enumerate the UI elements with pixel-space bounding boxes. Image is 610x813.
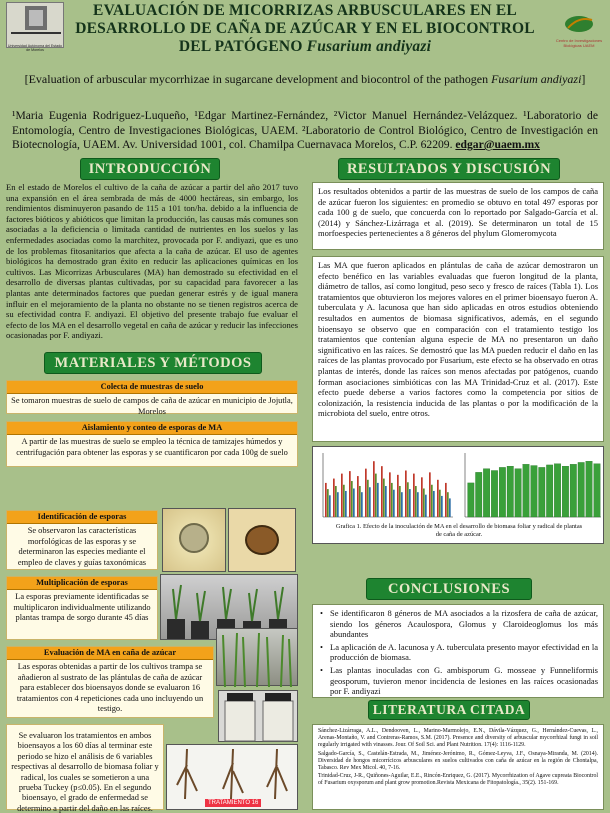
cib-leaf-icon xyxy=(554,14,604,34)
chart-bar xyxy=(499,467,505,517)
chart-bar xyxy=(562,466,568,517)
chart-bar xyxy=(375,474,377,517)
chart-bar xyxy=(578,462,584,517)
method-step-evaluation xyxy=(6,646,214,718)
method-step-title: Colecta de muestras de suelo xyxy=(7,381,297,394)
uaem-crest-icon xyxy=(7,3,65,39)
chart-bar xyxy=(365,469,367,517)
chart-bar xyxy=(433,491,435,517)
uaem-logo xyxy=(6,2,64,52)
chart-bar xyxy=(361,492,363,517)
title-line-2: DESARROLLO DE CAÑA DE AZÚCAR Y EN EL BIOCONTROL xyxy=(75,20,535,37)
chart-bar xyxy=(570,464,576,517)
chart-bar xyxy=(351,481,353,517)
poster-title xyxy=(60,2,550,56)
chart-bar xyxy=(399,486,401,517)
results-paragraph-1: Los resultados obtenidos a partir de las muestras de suelo de los campos de caña de azúcar fueron los siguientes: en promedio se obtuvo en total 497 esporas por cada 100 g de suelo, que concuerda con lo reportado por Salgado-García et al.(2014) y Sánchez-Lizárraga et al. (2019). Se determinaron un total de 15 morfoespecies pertenecientes a 8 géneros del phylum Glomeromycota xyxy=(312,182,604,250)
chart-bar xyxy=(327,489,329,517)
method-step-title: Aislamiento y conteo de esporas de MA xyxy=(7,422,297,435)
references-heading: LITERATURA CITADA xyxy=(368,700,530,720)
chart-bar xyxy=(437,480,439,517)
roots-icon xyxy=(167,745,299,801)
chart-bar xyxy=(383,479,385,517)
reference-item: Salgado-García, S., Castelán-Estrada, M., Jiménez-Jerónimo, R., Gómez-Leyva, J.F., Osnaya-Miranda, M. (2014). Diversidad de hongos micorrícicos arbusculares en suelos cultivados con caña de azúcar en la región de Chontalpa, Tabasco. Rev Mex Micol. 40, 7-16. xyxy=(318,750,598,771)
reference-item: Trinidad-Cruz, J-R., Quiñones-Aguilar, E.E., Rincón-Enriquez, G. (2017). Mycorrhization of Agave cupreata Biocontrol of Fusarium oxysporum and plant grow promotion.Revista Mexicana de Fitopatología., 35(2). 151-169. xyxy=(318,773,598,787)
spore-micrograph-photo-2 xyxy=(228,508,296,572)
chart-bar xyxy=(407,482,409,517)
chart-bar xyxy=(357,476,359,517)
chart-bar xyxy=(377,483,379,517)
title-line-3 xyxy=(60,38,550,56)
authors-text: ¹Maria Eugenia Rodriguez-Luqueño, ¹Edgar Martinez-Fernández, ²Victor Manuel Hernández-Velázquez. ¹Laboratorio de Entomología, Centro de Investigaciones Biológicas, UAEM. ²Laboratorio de Control Biológico, Centro de Investigación en Biotecnología, UAEM. Av. Universidad 1001, col. Chamilpa Cuernavaca Morelos, C.P. 62209. xyxy=(12,109,598,151)
chart-bar xyxy=(413,474,415,517)
chart-bar xyxy=(409,489,411,517)
chart-bar xyxy=(554,464,560,517)
english-title-text: [Evaluation of arbuscular mycorrhizae in sugarcane development and biocontrol of the pathogen xyxy=(24,72,489,86)
english-title-bracket: ] xyxy=(581,72,586,86)
chart-bar xyxy=(385,486,387,517)
spore-micrograph-photo xyxy=(162,508,226,572)
sugarcane-seedlings-photo xyxy=(216,628,298,686)
glass-jars-icon xyxy=(219,691,299,743)
chart-bar xyxy=(359,486,361,517)
chart-bar xyxy=(367,480,369,517)
chart-bar xyxy=(417,492,419,517)
biomass-chart-left xyxy=(315,449,455,523)
chart-bar xyxy=(389,472,391,517)
method-step-body: Las esporas obtenidas a partir de los cultivos trampa se añadieron al sustrato de las plántulas de caña de azúcar para establecer dos bioensayos donde se evaluaron 16 tratamientos con 4 repeticiones cada uno incluyendo un testigo. xyxy=(16,662,204,714)
chart-bar xyxy=(349,471,351,517)
chart-bar xyxy=(491,471,497,518)
chart-bar xyxy=(341,474,343,517)
method-step-body: A partir de las muestras de suelo se empleo la técnica de tamizajes húmedos y centrifugación para obtener las esporas y se cuantificaron por cada 100g de suelo xyxy=(16,437,288,457)
chart-bar xyxy=(441,496,443,517)
method-step-title: Multiplicación de esporas xyxy=(7,577,157,590)
method-step-identification xyxy=(6,510,158,570)
chart-bar xyxy=(333,479,335,517)
uaem-caption: Universidad Autónoma del Estado de Morelos xyxy=(7,44,63,52)
title-line-3-text: DEL PATÓGENO xyxy=(178,38,303,55)
chart-bar xyxy=(546,465,552,517)
results-heading: RESULTADOS Y DISCUSIÓN xyxy=(338,158,560,180)
chart-bar xyxy=(397,475,399,517)
chart-caption: Grafica 1. Efecto de la inoculación de MA en el desarrollo de biomasa foliar y radical de plantas de caña de azúcar. xyxy=(335,523,583,538)
chart-bar xyxy=(507,466,513,517)
method-step-body: Se tomaron muestras de suelo de campos de caña de azúcar en municipio de Jojutla, Morelos xyxy=(11,396,293,416)
chart-bar xyxy=(423,488,425,517)
conclusions-list xyxy=(312,604,604,698)
method-step-title: Identificación de esporas xyxy=(7,511,157,524)
chart-bar xyxy=(335,486,337,517)
spore-shape-brown xyxy=(245,525,279,555)
conclusion-item: • Se identificaron 8 géneros de MA asociados a la rizosfera de caña de azúcar, siendo los géneros Acaulospora, Glomus y Claroideoglomus los más abundantes xyxy=(318,608,598,640)
english-title xyxy=(16,72,594,87)
title-line-1: EVALUACIÓN DE MICORRIZAS ARBUSCULARES EN EL xyxy=(93,2,517,19)
conclusions-heading: CONCLUSIONES xyxy=(366,578,532,600)
chart-bar xyxy=(391,483,393,517)
methods-heading: MATERIALES Y MÉTODOS xyxy=(44,352,262,374)
authors-affiliations xyxy=(12,109,598,153)
chart-bar xyxy=(329,495,331,517)
chart-bar xyxy=(345,491,347,517)
cib-logo xyxy=(554,14,604,48)
chart-bar xyxy=(325,483,327,517)
chart-bar xyxy=(449,498,451,517)
bioassay-jars-photo xyxy=(218,690,298,742)
chart-bar xyxy=(369,487,371,517)
chart-bar xyxy=(523,464,529,517)
chart-bar xyxy=(483,469,489,517)
reference-item: Sánchez-Lizárraga, A.L., Dendooven, L., Marino-Marmolejo, E.N., Dávila-Vázquez, G., Hernández-Cuevas, L., Arenas-Montaño, V. and Contreras-Ramos, S.M. (2017). Presence and diversity of arbuscular mycorrhizal fungi in soil regularly irrigated with vinasses. Jour. Of Soil Sci. and Plant Nutrition. 17(4): 1116-1129. xyxy=(318,728,598,748)
root-damage-photo xyxy=(166,744,298,810)
chart-bar xyxy=(401,492,403,517)
chart-bar xyxy=(475,472,481,517)
chart-bar xyxy=(515,469,521,517)
chart-bar xyxy=(431,485,433,517)
method-step-title: Evaluación de MA en caña de azúcar xyxy=(7,647,213,660)
chart-bar xyxy=(373,461,375,517)
chart-bar xyxy=(531,466,537,517)
chart-bar xyxy=(468,483,474,517)
chart-bar xyxy=(539,467,545,517)
chart-bar xyxy=(425,495,427,517)
chart-bar xyxy=(439,490,441,517)
chart-bar xyxy=(421,477,423,517)
method-step-body: La esporas previamente identificadas se multiplicaron individualmente utilizando plantas trampa de sorgo durante 45 días xyxy=(13,592,151,623)
chart-bar xyxy=(447,492,449,517)
cib-caption: Centro de Investigaciones Biológicas UAEM xyxy=(555,38,603,48)
biomass-chart-right xyxy=(457,449,603,523)
results-paragraph-2: Las MA que fueron aplicados en plántulas de caña de azúcar demostraron un efecto benéfico en las variables evaluadas que fueron longitud de la planta, diámetro de tallos, así como longitud, peso seco y fresco de raíces (Tabla 1). Los tratamientos que obtuvieron los mejores valores en el primer bioensayo fueron A. tuberculata y A. lacunosa que han sido aplicadas en otros estudios obteniendo resultados en aumentos de biomasa significativos, además, en el segundo bioensayo se observo que en comparación con el tratamiento testigo los tratamientos que contenían alguna especie de MA no presentaron un daño significativo en las raíces. Se demostró que las MA pueden reducir el daño en las raíces de las plantas provocado por Fusarium, este efecto se ha observado en otras plantas de interés, donde las raíces son menos afectadas por patógenos, cuando forman asociaciones simbióticas con las MA Trinidad-Cruz et al. (2017). Este efecto puede deberse a varios factores como la competencia por sitios de colonización, la resistencia inducida de las plantas o por la modificación de la microbiota del suelo, entre otros. xyxy=(312,256,604,442)
method-step-analysis xyxy=(6,724,164,813)
contact-email[interactable]: edgar@uaem.mx xyxy=(455,138,540,151)
chart-bar xyxy=(586,461,592,517)
treatment-16-label: TRATAMIENTO 16 xyxy=(205,799,261,807)
method-step-body: Se evaluaron los tratamientos en ambos bioensayos a los 60 días al terminar este periodo se hizo el análisis de 6 variables respectivas al desarrollo de biomasa foliar y radical, los cuales se sometieron a una prueba Tuckey (p≤0.05). En el segundo bioensayo, el grado de enfermedad se determino a partir del daño en las raíces. xyxy=(11,731,159,813)
chart-bar xyxy=(405,471,407,518)
chart-bar xyxy=(381,466,383,517)
chart-bar xyxy=(337,492,339,517)
chart-bar xyxy=(415,486,417,517)
intro-body: En el estado de Morelos el cultivo de la caña de azúcar a partir del año 2017 tuvo una expansión en el área sembrada de más de 4000 hectáreas, sin embargo, los rendimientos disminuyeron pasando de 115 a 101 ton/ha. debido a la influencia de factores bióticos y abióticos que limitan la producción, las causas más comunes son asociadas a la deficiencia o limitada cantidad de nutrientes en los suelos y las enfermedades asociadas como la marchitez, provocada por F. andiyazi, que es uno de los problemas fitosanitarios que afecta a la caña de azúcar. El uso de agentes biológicos ha demostrado gran éxito en reducir las aplicaciones químicas en los cultivos. Las Micorrizas Arbusculares (MA) han demostrado su efectividad en el desarrollo de diversas plantas cultivadas, por su capacidad para favorecer a las plantas ante determinados factores que puedan generar estrés y de igual manera influir en el mejoramiento de la planta no obstante no se tienen registros acerca de su efectividad contra F. andiyazi. El objetivo del presente trabajo fue evaluar el efecto de los MA en el desarrollo vegetal en caña de azúcar y reducir las infecciones ocasionadas por F. andiyazi. xyxy=(6,182,298,341)
chart-bar xyxy=(343,485,345,517)
sugarcane-seedlings-icon xyxy=(217,629,299,687)
references-list xyxy=(312,724,604,810)
chart-bar xyxy=(353,488,355,517)
title-pathogen: Fusarium andiyazi xyxy=(306,38,432,55)
conclusion-item: • La aplicación de A. lacunosa y A. tuberculata presento mayor efectividad en la producción de biomasa. xyxy=(318,642,598,663)
chart-bar xyxy=(594,464,600,517)
method-step-body: Se observaron las características morfológicas de las esporas y se determinaron las especies mediante el empleo de claves y guías taxonómicas xyxy=(17,526,147,567)
results-chart-panel xyxy=(312,446,604,544)
chart-bar xyxy=(393,490,395,517)
intro-heading: INTRODUCCIÓN xyxy=(80,158,220,180)
conclusion-item: • Las plantas inoculadas con G. ambisporum G. mosseae y Funneliformis geosporum, tuvieron menor incidencia de lesiones en las raíces ocasionadas por F. andiyazi xyxy=(318,665,598,697)
method-step-multiplication xyxy=(6,576,158,640)
chart-bar xyxy=(445,483,447,517)
spore-shape xyxy=(179,523,209,553)
method-step-spore-isolation xyxy=(6,421,298,467)
method-step-soil-sampling xyxy=(6,380,298,414)
english-title-pathogen: Fusarium andiyazi xyxy=(491,72,582,86)
chart-bar xyxy=(429,472,431,517)
